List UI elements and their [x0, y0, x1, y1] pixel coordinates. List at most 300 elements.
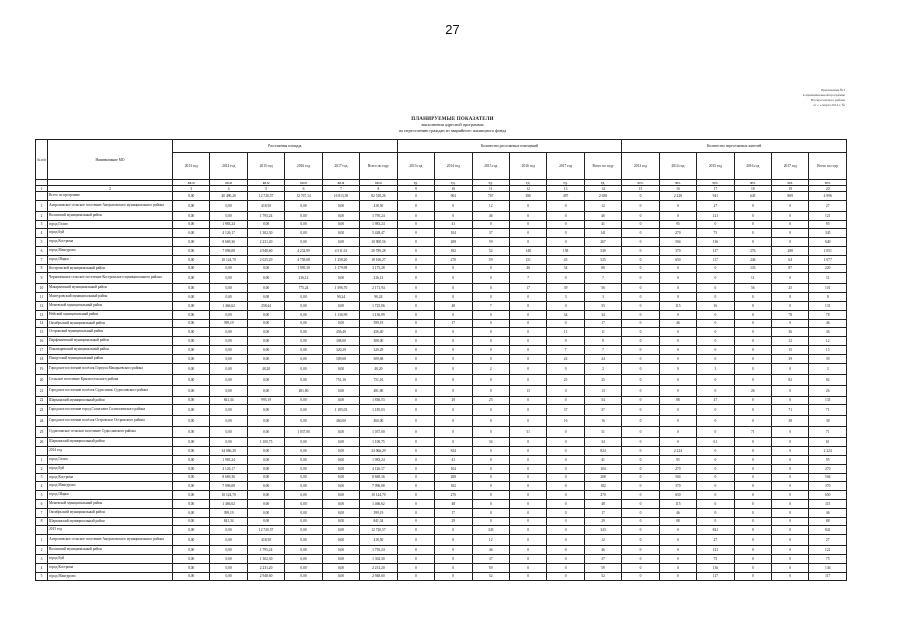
row-value: 0 — [697, 508, 734, 517]
table-row — [36, 200, 847, 211]
row-value: 29 — [584, 517, 621, 526]
row-value: 0 — [622, 405, 659, 416]
row-value: 54 — [584, 396, 621, 405]
row-value: 2 228 — [659, 192, 696, 201]
row-name: Антроповское сельское поселение Антроповского муниципального района — [48, 535, 173, 546]
header-year: 2017 год — [322, 153, 359, 180]
column-number: 8 — [360, 186, 397, 192]
row-value: 71 — [772, 405, 809, 416]
row-name: Судиславское сельское поселение Судиславского района — [48, 427, 173, 438]
row-value: 41 — [435, 220, 472, 229]
table-row — [36, 301, 847, 310]
row-value: 208 — [584, 473, 621, 482]
row-number: 10 — [36, 284, 48, 293]
column-number: 18 — [734, 186, 771, 192]
row-value: 0 — [397, 396, 434, 405]
row-value: 0,00 — [285, 310, 322, 319]
row-value: 0 — [435, 438, 472, 447]
row-value: 17 — [435, 508, 472, 517]
row-value: 2 658 — [584, 192, 621, 201]
row-value: 0 — [622, 499, 659, 508]
row-value: 650 — [659, 491, 696, 500]
row-value: 0 — [435, 284, 472, 293]
header-year: 2014 год — [659, 153, 696, 180]
row-value: 0 — [509, 220, 546, 229]
row-value: 0 — [435, 416, 472, 427]
header-unit: чел. — [697, 180, 734, 186]
row-value: 26 — [809, 385, 847, 396]
row-value: 0 — [435, 328, 472, 337]
header-year: Всего по году — [809, 153, 847, 180]
table-row — [36, 229, 847, 238]
row-value: 370 — [809, 482, 847, 491]
row-value: 13 — [584, 385, 621, 396]
row-value: 0 — [659, 438, 696, 447]
row-value: 0 — [772, 517, 809, 526]
row-value: 40,20 — [360, 363, 397, 374]
row-number: 4 — [36, 563, 48, 572]
row-value: 0,00 — [322, 482, 359, 491]
row-value: 0,00 — [173, 264, 210, 273]
header-year: 2015 год — [472, 153, 509, 180]
row-value: 0 — [397, 264, 434, 273]
row-name: город Кострома — [48, 563, 173, 572]
column-number: 20 — [809, 186, 847, 192]
row-value: 399,19 — [210, 319, 247, 328]
row-value: 0 — [547, 455, 584, 464]
table-row — [36, 396, 847, 405]
row-value: 0,00 — [247, 220, 284, 229]
row-value: 0 — [397, 554, 434, 563]
row-value: 0 — [697, 517, 734, 526]
row-value: 0 — [397, 211, 434, 220]
row-value: 8 — [772, 293, 809, 302]
table-row — [36, 255, 847, 264]
row-value: 59 — [472, 238, 509, 247]
row-value: 121 — [697, 546, 734, 555]
appendix-line: к муниципальной программе — [803, 93, 845, 97]
row-value: 75 — [697, 229, 734, 238]
row-value: 0 — [697, 499, 734, 508]
header-unit: кв.м — [285, 180, 322, 186]
row-value: 0,00 — [322, 517, 359, 526]
row-number: 2 — [36, 211, 48, 220]
row-value: 18 166,27 — [360, 255, 397, 264]
row-value: 0,00 — [173, 563, 210, 572]
row-value: 0 — [734, 200, 771, 211]
row-value: 0 — [547, 220, 584, 229]
row-value: 46 — [659, 508, 696, 517]
row-value: 0 — [659, 310, 696, 319]
row-value: 0 — [472, 328, 509, 337]
row-value: 540 — [584, 246, 621, 255]
header-unit: ед. — [509, 180, 546, 186]
row-value: 4 126,17 — [210, 464, 247, 473]
table-row — [36, 455, 847, 464]
row-value: 0,00 — [285, 229, 322, 238]
row-name: город Шарья — [48, 255, 173, 264]
row-value: 0,00 — [322, 572, 359, 581]
row-value: 182 — [584, 482, 621, 491]
table-row — [36, 345, 847, 354]
row-value: 0 — [734, 438, 771, 447]
row-value: 0,00 — [322, 546, 359, 555]
row-value: 0,00 — [322, 473, 359, 482]
row-number: 13 — [36, 310, 48, 319]
row-value: 0 — [659, 554, 696, 563]
row-value: 1 185,03 — [322, 405, 359, 416]
table-row — [36, 328, 847, 337]
row-value: 0 — [734, 363, 771, 374]
row-number: 7 — [36, 508, 48, 517]
row-value: 27 — [809, 535, 847, 546]
row-value: 0,00 — [173, 354, 210, 363]
row-value: 0 — [622, 526, 659, 535]
row-value: 0 — [697, 337, 734, 346]
row-value: 0,00 — [285, 396, 322, 405]
row-value: 418,50 — [360, 200, 397, 211]
row-number: 9 — [36, 273, 48, 284]
row-value: 0,00 — [173, 405, 210, 416]
row-value: 3 — [809, 363, 847, 374]
row-number — [36, 192, 48, 201]
row-value: 0 — [509, 482, 546, 491]
row-value: 1 100,75 — [360, 438, 397, 447]
row-value: 0 — [734, 499, 771, 508]
table-row — [36, 416, 847, 427]
row-name: город Буй — [48, 229, 173, 238]
row-value: 0 — [435, 363, 472, 374]
row-value: 2 948,60 — [360, 572, 397, 581]
row-value: 0 — [509, 455, 546, 464]
row-value: 0 — [435, 546, 472, 555]
row-value: 0,00 — [247, 310, 284, 319]
row-value: 0,00 — [247, 405, 284, 416]
row-value: 1 983,24 — [360, 455, 397, 464]
row-value: 1 795,24 — [247, 211, 284, 220]
row-value: 0 — [397, 491, 434, 500]
row-value: 0,00 — [285, 354, 322, 363]
column-number: 13 — [547, 186, 584, 192]
row-value: 0 — [509, 526, 546, 535]
row-value: 0,00 — [210, 354, 247, 363]
row-value: 0 — [509, 473, 546, 482]
row-value: 0 — [697, 319, 734, 328]
row-value: 0,00 — [322, 447, 359, 456]
column-number: 10 — [435, 186, 472, 192]
row-value: 0 — [697, 491, 734, 500]
row-value: 75 — [697, 554, 734, 563]
row-value: 841,34 — [210, 396, 247, 405]
row-value: 0 — [659, 363, 696, 374]
row-value: 0,00 — [322, 499, 359, 508]
row-value: 0,00 — [322, 211, 359, 220]
row-value: 0,00 — [285, 301, 322, 310]
row-value: 0 — [435, 427, 472, 438]
row-value: 0,00 — [210, 563, 247, 572]
row-value: 4 948,60 — [247, 246, 284, 255]
row-value: 0 — [435, 293, 472, 302]
row-value: 0 — [622, 427, 659, 438]
row-value: 0 — [509, 499, 546, 508]
row-value: 0 — [435, 563, 472, 572]
row-value: 0 — [509, 508, 546, 517]
row-value: 0 — [772, 301, 809, 310]
row-name: Городское поселение посёлок Судиславль Судиславского района — [48, 385, 173, 396]
row-value: 7 — [547, 345, 584, 354]
row-value: 0 — [472, 447, 509, 456]
row-value: 4 996 — [809, 192, 847, 201]
header-year: 2017 год — [772, 153, 809, 180]
row-value: 71 — [734, 427, 771, 438]
row-value: 0 — [435, 211, 472, 220]
row-value: 0 — [547, 508, 584, 517]
row-value: 0 — [435, 554, 472, 563]
row-value: 0 — [734, 572, 771, 581]
table-row — [36, 264, 847, 273]
row-value: 59 — [472, 255, 509, 264]
row-value: 0,00 — [173, 526, 210, 535]
row-value: 0 — [772, 491, 809, 500]
row-value: 0,00 — [210, 438, 247, 447]
row-value: 0,00 — [285, 473, 322, 482]
row-value: 12 720,57 — [247, 526, 284, 535]
row-value: 0 — [697, 354, 734, 363]
table-row — [36, 491, 847, 500]
row-value: 0,00 — [247, 374, 284, 385]
row-number: 7 — [36, 255, 48, 264]
row-value: 0,00 — [173, 363, 210, 374]
row-value: 64 — [772, 255, 809, 264]
row-value: 0 — [397, 473, 434, 482]
appendix-note — [803, 88, 845, 108]
row-name: Поназыревский муниципальный район — [48, 345, 173, 354]
row-value: 27 — [809, 200, 847, 211]
row-value: 59 — [584, 563, 621, 572]
row-value: 0 — [435, 385, 472, 396]
row-value: 0 — [509, 396, 546, 405]
row-value: 0 — [547, 427, 584, 438]
row-value: 0 — [734, 554, 771, 563]
row-value: 104 — [584, 464, 621, 473]
row-value: 25 — [584, 374, 621, 385]
row-value: 0 — [547, 499, 584, 508]
row-value: 131 — [809, 301, 847, 310]
row-value: 0 — [509, 301, 546, 310]
row-value: 0,00 — [173, 229, 210, 238]
row-value: 0,00 — [285, 526, 322, 535]
row-value: 0 — [472, 517, 509, 526]
row-value: 0 — [622, 220, 659, 229]
row-value: 0 — [435, 405, 472, 416]
row-value: 0 — [697, 427, 734, 438]
row-value: 0,00 — [247, 284, 284, 293]
row-value: 5 428,47 — [360, 229, 397, 238]
row-value: 0 — [622, 328, 659, 337]
row-value: 0 — [397, 363, 434, 374]
table-row — [36, 284, 847, 293]
row-value: 0,00 — [173, 438, 210, 447]
row-value: 0 — [772, 211, 809, 220]
row-value: 0,00 — [247, 345, 284, 354]
row-value: 0 — [622, 535, 659, 546]
row-value: 640 — [809, 238, 847, 247]
row-value: 0 — [472, 273, 509, 284]
row-value: 41 — [435, 455, 472, 464]
row-value: 0 — [397, 200, 434, 211]
row-value: 0,00 — [322, 438, 359, 447]
row-value: 0,00 — [210, 273, 247, 284]
row-value: 2 948,60 — [247, 572, 284, 581]
row-value: 7 096,08 — [210, 246, 247, 255]
row-value: 0,00 — [285, 238, 322, 247]
row-value: 71 — [809, 405, 847, 416]
row-value: 0,00 — [210, 416, 247, 427]
row-value: 258,44 — [247, 301, 284, 310]
row-value: 0 — [772, 273, 809, 284]
row-value: 0,00 — [285, 491, 322, 500]
row-value: 29 — [435, 396, 472, 405]
row-name: Шарьинский муниципальный район — [48, 517, 173, 526]
row-value: 0,00 — [285, 416, 322, 427]
row-value: 0 — [509, 200, 546, 211]
row-value: 88 — [809, 517, 847, 526]
row-value: 0,00 — [247, 319, 284, 328]
row-value: 0,00 — [322, 396, 359, 405]
row-value: 10 124,70 — [360, 491, 397, 500]
row-value: 0 — [547, 447, 584, 456]
row-value: 7 — [584, 273, 621, 284]
row-value: 0,00 — [322, 455, 359, 464]
row-value: 0,00 — [210, 427, 247, 438]
row-value: 0,00 — [285, 293, 322, 302]
row-value: 37 — [472, 229, 509, 238]
row-value: 0 — [472, 464, 509, 473]
row-value: 0 — [659, 526, 696, 535]
row-value: 0,00 — [210, 345, 247, 354]
row-value: 3 — [547, 293, 584, 302]
row-value: 136 — [809, 563, 847, 572]
row-value: 0 — [622, 293, 659, 302]
row-value: 16 813,50 — [322, 192, 359, 201]
row-number: 1 — [36, 535, 48, 546]
row-value: 0,00 — [322, 385, 359, 396]
row-value: 46 — [809, 508, 847, 517]
row-value: 0 — [772, 229, 809, 238]
row-value: 0 — [622, 301, 659, 310]
row-value: 1 037,00 — [360, 427, 397, 438]
row-value: 0,00 — [285, 319, 322, 328]
row-number: 3 — [36, 554, 48, 563]
column-number: 11 — [472, 186, 509, 192]
row-value: 3 — [584, 293, 621, 302]
row-number: 6 — [36, 499, 48, 508]
row-value: 0,00 — [285, 546, 322, 555]
row-value: 0,00 — [173, 200, 210, 211]
row-value: 0 — [547, 363, 584, 374]
row-value: 0 — [734, 396, 771, 405]
row-value: 2 231,20 — [247, 563, 284, 572]
row-value: 841,34 — [210, 517, 247, 526]
row-value: 343 — [584, 526, 621, 535]
row-value: 0,00 — [173, 345, 210, 354]
table-row — [36, 337, 847, 346]
row-value: 0 — [397, 572, 434, 581]
column-number: 19 — [772, 186, 809, 192]
row-value: 0,00 — [322, 464, 359, 473]
row-value: 0 — [772, 385, 809, 396]
row-value: 95 — [659, 455, 696, 464]
header-year: Всего по году — [584, 153, 621, 180]
row-value: 0,00 — [285, 328, 322, 337]
header-year: 2016 год — [734, 153, 771, 180]
row-value: 61 — [809, 438, 847, 447]
row-value: 0,00 — [210, 264, 247, 273]
column-number: 12 — [509, 186, 546, 192]
row-value: 0,00 — [210, 374, 247, 385]
row-value: 16 — [697, 301, 734, 310]
row-value: 12 — [809, 337, 847, 346]
row-value: 0 — [697, 310, 734, 319]
row-value: 509,68 — [322, 354, 359, 363]
row-value: 0,00 — [210, 293, 247, 302]
row-value: 0 — [734, 211, 771, 220]
row-name: Сельское поселение Красносельского района — [48, 374, 173, 385]
row-value: 0 — [659, 405, 696, 416]
row-value: 0 — [509, 354, 546, 363]
row-value: 8 — [809, 293, 847, 302]
row-value: 12 — [772, 337, 809, 346]
row-value: 46 — [584, 211, 621, 220]
row-value: 0 — [772, 546, 809, 555]
row-value: 345 — [809, 229, 847, 238]
row-value: 2 — [472, 363, 509, 374]
table-row — [36, 447, 847, 456]
row-value: 136 — [697, 238, 734, 247]
row-value: 2 025,29 — [247, 255, 284, 264]
column-number: 5 — [247, 186, 284, 192]
row-value: 0 — [397, 301, 434, 310]
row-value: 52 — [472, 572, 509, 581]
row-value: 0,00 — [173, 572, 210, 581]
row-value: 456,40 — [322, 328, 359, 337]
column-number: 1 — [36, 186, 48, 192]
row-value: 0 — [772, 464, 809, 473]
row-value: 481,80 — [285, 385, 322, 396]
row-value: 0 — [734, 447, 771, 456]
row-value: 0 — [397, 220, 434, 229]
row-value: 0 — [435, 273, 472, 284]
row-value: 0 — [659, 427, 696, 438]
row-value: 0 — [659, 345, 696, 354]
row-name: город Мантурово — [48, 572, 173, 581]
row-value: 0 — [622, 246, 659, 255]
row-number: 4 — [36, 482, 48, 491]
row-name: Макарьевский муниципальный район — [48, 284, 173, 293]
row-value: 0 — [697, 284, 734, 293]
row-value: 308,00 — [322, 337, 359, 346]
row-value: 0 — [734, 416, 771, 427]
row-value: 0,00 — [173, 192, 210, 201]
row-value: 0 — [547, 517, 584, 526]
row-value: 0 — [734, 526, 771, 535]
row-value: 88 — [659, 517, 696, 526]
row-value: 0 — [509, 405, 546, 416]
row-number: 19 — [36, 363, 48, 374]
row-value: 3 — [697, 363, 734, 374]
row-value: 0,00 — [322, 301, 359, 310]
row-value: 0 — [697, 385, 734, 396]
